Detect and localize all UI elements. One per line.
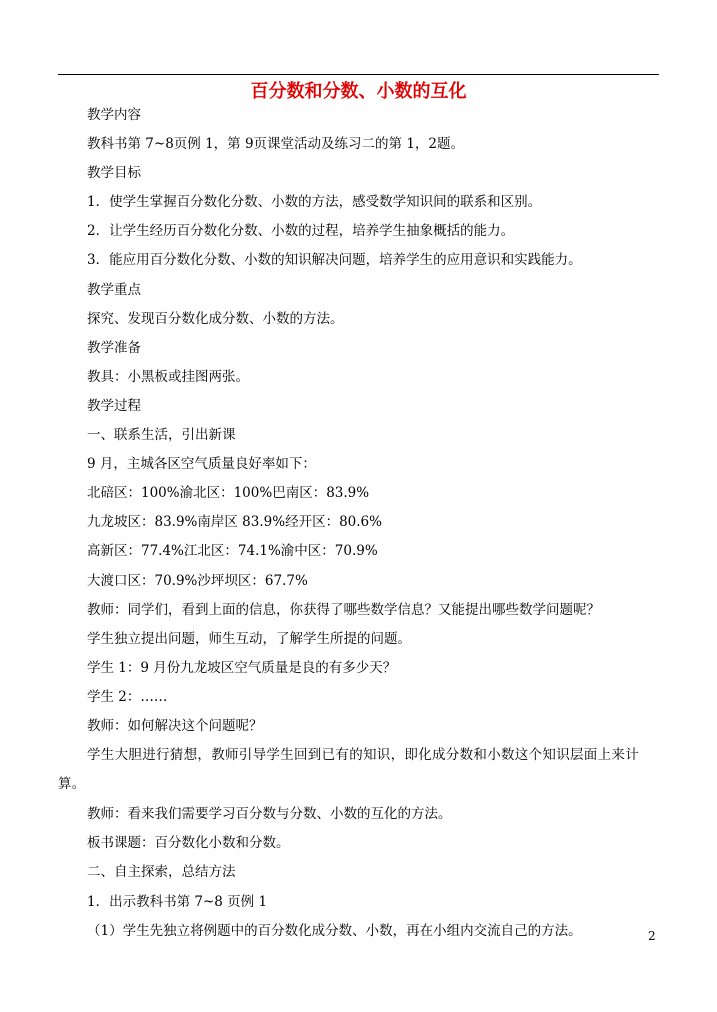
- air-quality-line: 北碚区：100%渝北区：100%巴南区：83.9%: [87, 485, 370, 502]
- dialogue-line: 教师：如何解决这个问题呢？: [87, 717, 263, 734]
- body-line: 学生独立提出问题，师生互动，了解学生所提的问题。: [87, 630, 411, 647]
- header-rule: [58, 74, 659, 75]
- air-quality-line: 大渡口区：70.9%沙坪坝区：67.7%: [87, 572, 308, 589]
- section-heading-process: 教学过程: [87, 397, 141, 414]
- goal-item: 1．使学生掌握百分数化分数、小数的方法，感受数学知识间的联系和区别。: [87, 194, 542, 211]
- document-title: 百分数和分数、小数的互化: [250, 81, 467, 102]
- body-line: 板书课题：百分数化小数和分数。: [87, 835, 290, 852]
- body-line: 教具：小黑板或挂图两张。: [87, 368, 249, 385]
- body-paragraph: 学生大胆进行猜想，教师引导学生回到已有的知识，即化成分数和小数这个知识层面上来计算。: [58, 747, 639, 793]
- air-quality-line: 高新区：77.4%江北区：74.1%渝中区：70.9%: [87, 543, 378, 560]
- subsection-heading: 二、自主探索，总结方法: [87, 864, 236, 881]
- section-heading-preparation: 教学准备: [87, 339, 141, 356]
- body-line: 9 月，主城各区空气质量良好率如下：: [87, 456, 316, 473]
- dialogue-line: 学生 2：……: [87, 688, 168, 705]
- body-line: （1）学生先独立将例题中的百分数化成分数、小数，再在小组内交流自己的方法。: [87, 922, 582, 939]
- dialogue-line: 教师：看来我们需要学习百分数与分数、小数的互化的方法。: [87, 806, 452, 823]
- document-body: [58, 106, 662, 951]
- subsection-heading: 一、联系生活，引出新课: [87, 427, 236, 444]
- goal-item: 2．让学生经历百分数化分数、小数的过程，培养学生抽象概括的能力。: [87, 223, 515, 240]
- page-number: 2: [648, 929, 656, 943]
- dialogue-line: 教师：同学们，看到上面的信息，你获得了哪些数学信息？又能提出哪些数学问题呢？: [87, 601, 600, 618]
- section-heading-focus: 教学重点: [87, 281, 141, 298]
- body-line: 探究、发现百分数化成分数、小数的方法。: [87, 310, 344, 327]
- air-quality-line: 九龙坡区：83.9%南岸区 83.9%经开区：80.6%: [87, 514, 382, 531]
- section-heading-goals: 教学目标: [87, 165, 141, 182]
- body-line: 教科书第 7~8页例 1，第 9页课堂活动及练习二的第 1，2题。: [87, 136, 465, 153]
- section-heading-content: 教学内容: [87, 107, 141, 123]
- goal-item: 3．能应用百分数化分数、小数的知识解决问题，培养学生的应用意识和实践能力。: [87, 252, 582, 269]
- dialogue-line: 学生 1：9 月份九龙坡区空气质量是良的有多少天？: [87, 659, 397, 676]
- body-line: 1．出示教科书第 7~8 页例 1: [87, 893, 268, 910]
